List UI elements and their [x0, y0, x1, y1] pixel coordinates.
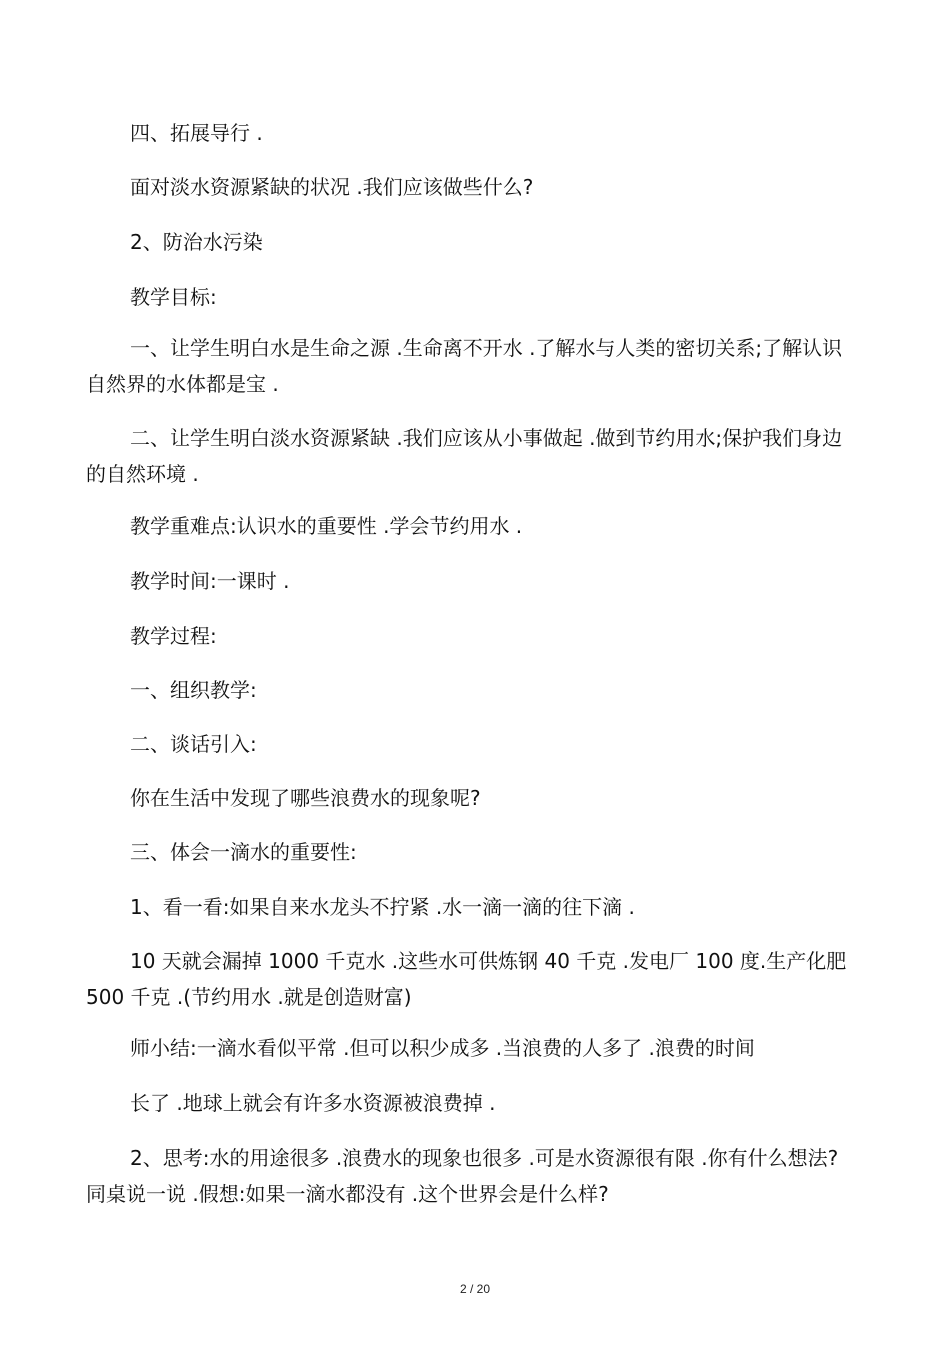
think-item: 2、思考:水的用途很多 .浪费水的现象也很多 .可是水资源很有限 .你有什么想法?同桌说一说 .假想:如果一滴水都没有 .这个世界会是什么样? [86, 1146, 839, 1206]
section-heading-extension: 四、拓展导行 . [130, 121, 263, 145]
step-importance: 三、体会一滴水的重要性: [130, 840, 357, 864]
lesson-title: 2、防治水污染 [130, 230, 263, 254]
key-difficulty: 教学重难点:认识水的重要性 .学会节约用水 . [130, 514, 523, 538]
look-item: 1、看一看:如果自来水龙头不拧紧 .水一滴一滴的往下滴 . [130, 895, 635, 919]
teaching-time: 教学时间:一课时 . [130, 569, 290, 593]
paragraph-question: 面对淡水资源紧缺的状况 .我们应该做些什么? [130, 175, 534, 199]
step-organize: 一、组织教学: [130, 678, 257, 702]
intro-question: 你在生活中发现了哪些浪费水的现象呢? [130, 786, 481, 810]
page-number: 2 / 20 [459, 1282, 491, 1296]
teaching-process-heading: 教学过程: [130, 624, 217, 648]
goal-two: 二、让学生明白淡水资源紧缺 .我们应该从小事做起 .做到节约用水;保护我们身边的自然环境 . [86, 426, 843, 486]
teacher-summary-line1: 师小结:一滴水看似平常 .但可以积少成多 .当浪费的人多了 .浪费的时间 [130, 1036, 755, 1060]
teacher-summary-line2: 长了 .地球上就会有许多水资源被浪费掉 . [130, 1091, 496, 1115]
step-introduction: 二、谈话引入: [130, 732, 257, 756]
leak-facts: 10 天就会漏掉 1000 千克水 .这些水可供炼钢 40 千克 .发电厂 100 度.生产化肥 500 千克 .(节约用水 .就是创造财富) [86, 949, 847, 1009]
goal-one: 一、让学生明白水是生命之源 .生命离不开水 .了解水与人类的密切关系;了解认识自然界的水体都是宝 . [86, 336, 843, 396]
teaching-goals-heading: 教学目标: [130, 285, 217, 309]
